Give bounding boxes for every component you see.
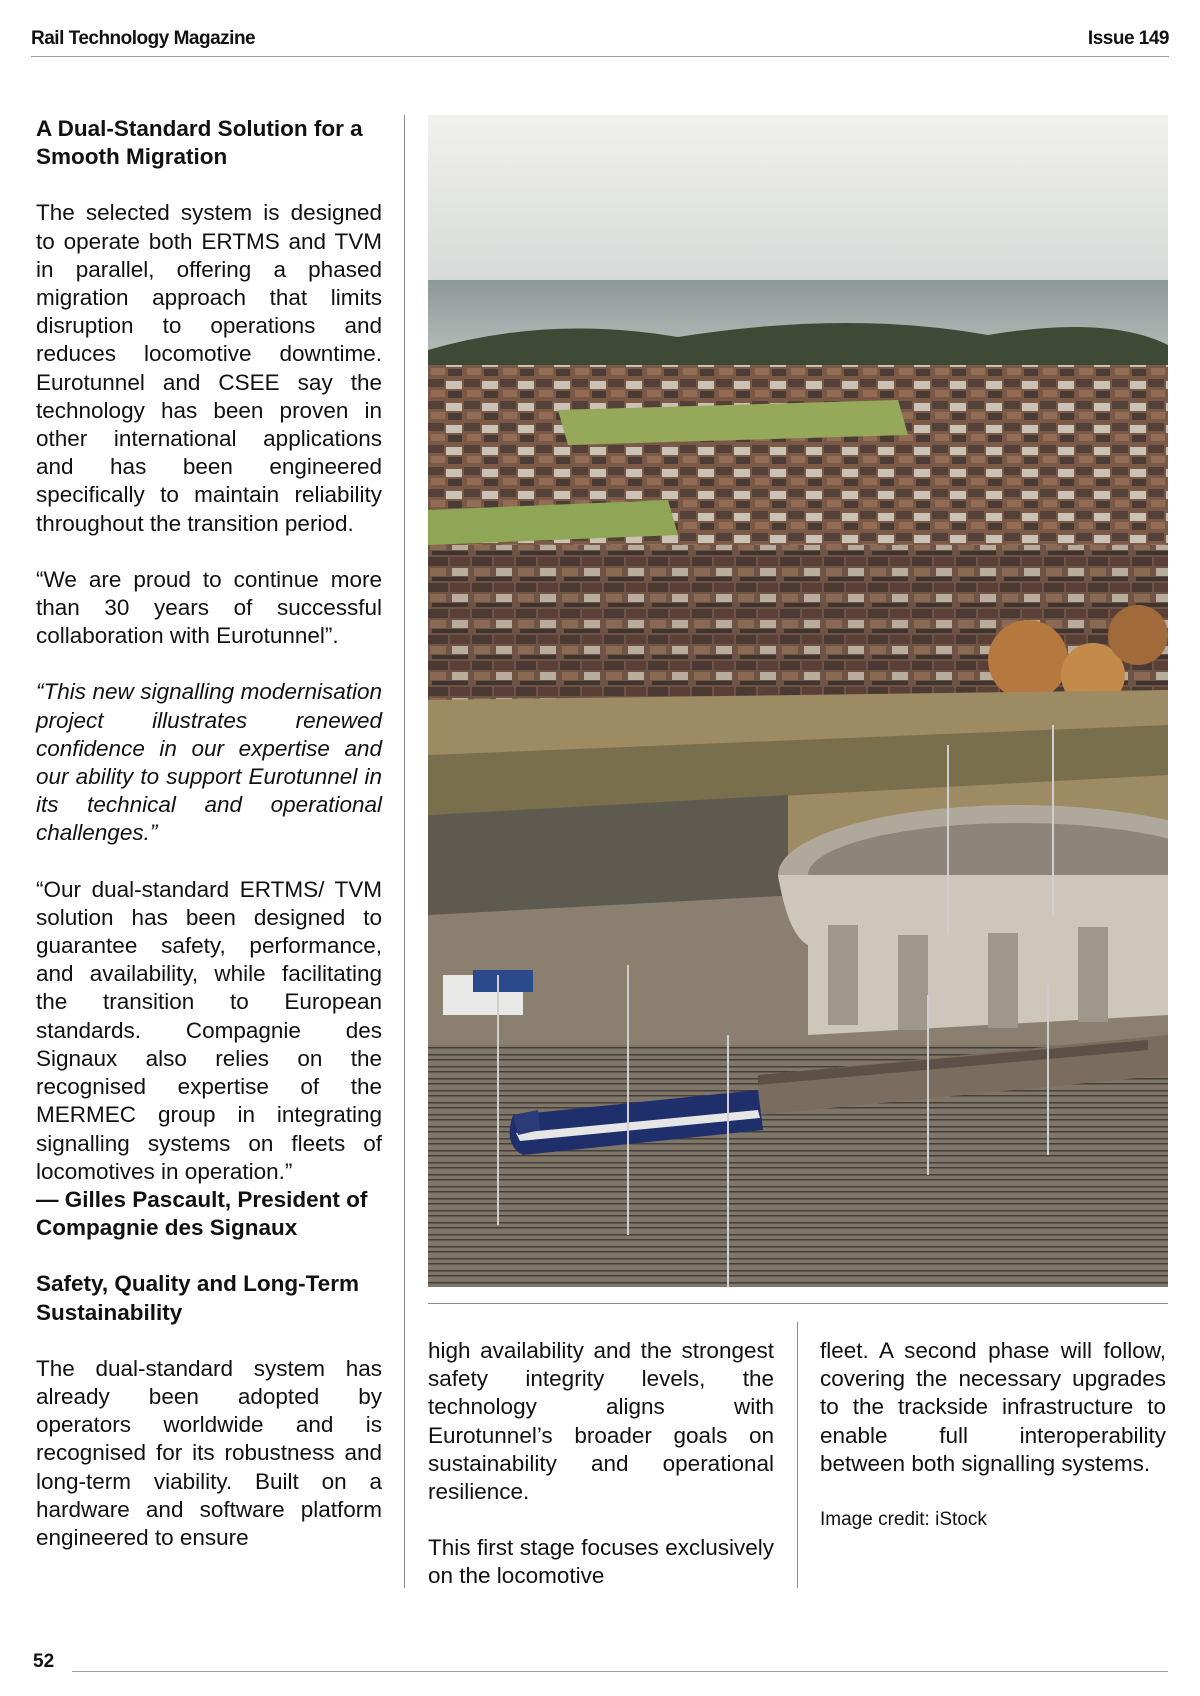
photo-divider: [428, 1303, 1168, 1304]
column-divider: [404, 115, 405, 1588]
quote-text: “Our dual-standard ERTMS/ TVM solution has been designed to guarantee safety, performance, and availability, while facilitating the transition to European standards. Compagnie des Signaux also relies on the recognised expertise of the MERMEC group in integrating signalling systems on fleets of locomotives in operation.”: [36, 876, 382, 1184]
body-paragraph: high availability and the strongest safety integrity levels, the technology aligns with Eurotunnel’s broader goals on sustainability and operational resilience.: [428, 1338, 774, 1505]
middle-column: [428, 1337, 774, 1619]
body-paragraph: The dual-standard system has already been adopted by operators worldwide and is recognised for its robustness and long-term viability. Built on a hardware and software platform engineered to ensure: [36, 1355, 382, 1550]
left-column: [36, 115, 382, 1580]
column-divider: [797, 1322, 798, 1588]
page-header: [31, 22, 1169, 57]
aerial-town-railway-illustration: [428, 115, 1168, 1287]
quote-attribution: — Gilles Pascault, President of Compagnie des Signaux: [36, 1186, 368, 1241]
issue-number: Issue 149: [1087, 28, 1169, 49]
page-number: 52: [33, 1651, 55, 1672]
body-paragraph: This first stage focuses exclusively on the locomotive: [428, 1535, 774, 1589]
section-heading: Safety, Quality and Long-Term Sustainability: [36, 1271, 359, 1325]
feature-photo: [428, 115, 1168, 1287]
publication-title: Rail Technology Magazine: [31, 28, 256, 49]
image-credit: Image credit: iStock: [820, 1509, 987, 1531]
body-paragraph: fleet. A second phase will follow, covering the necessary upgrades to the trackside infrastructure to enable full interoperability between both signalling systems.: [820, 1338, 1166, 1476]
right-column: [820, 1337, 1166, 1562]
section-heading: A Dual-Standard Solution for a Smooth Migration: [36, 116, 363, 170]
italic-quote: “This new signalling modernisation project illustrates renewed confidence in our expertise and our ability to support Eurotunnel in its technical and operational challenges.”: [36, 679, 382, 846]
quote-paragraph: [36, 876, 382, 1243]
body-paragraph: The selected system is designed to operate both ERTMS and TVM in parallel, offering a phased migration approach that limits disruption to operations and reduces locomotive downtime. Eurotunnel and CSEE say the technology has been proven in other international applications and has been engineered specifically to maintain reliability throughout the transition period.: [36, 200, 382, 536]
footer-rule: [72, 1671, 1168, 1672]
quote-paragraph: “We are proud to continue more than 30 years of successful collaboration with Eurotunnel”.: [36, 566, 382, 649]
